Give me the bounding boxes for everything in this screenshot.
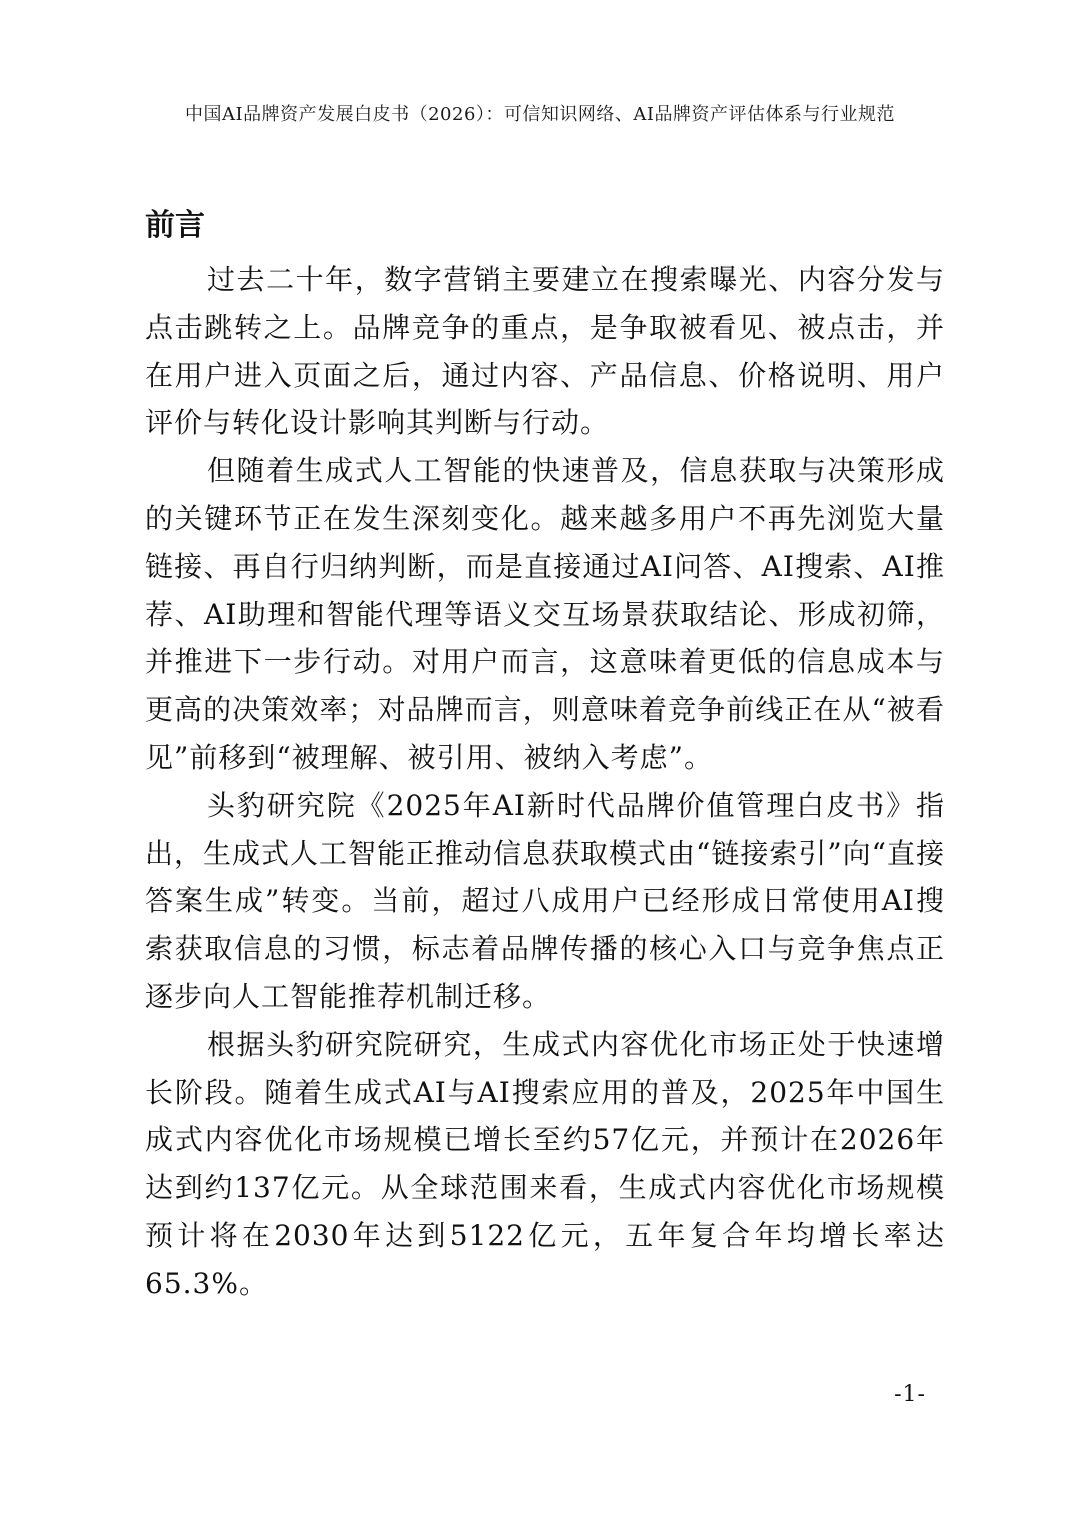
- paragraph-2: 但随着生成式人工智能的快速普及，信息获取与决策形成的关键环节正在发生深刻变化。越来越多用户不再先浏览大量链接、再自行归纳判断，而是直接通过AI问答、AI搜索、AI推荐、AI助理和智能代理等语义交互场景获取结论、形成初筛，并推进下一步行动。对用户而言，这意味着更低的信息成本与更高的决策效率；对品牌而言，则意味着竞争前线正在从“被看见”前移到“被理解、被引用、被纳入考虑”。: [145, 454, 945, 774]
- page-number: -1-: [894, 1382, 926, 1407]
- section-title: 前言: [145, 208, 205, 243]
- paragraph-4: 根据头豹研究院研究，生成式内容优化市场正处于快速增长阶段。随着生成式AI与AI搜索应用的普及，2025年中国生成式内容优化市场规模已增长至约57亿元，并预计在2026年达到约137亿元。从全球范围来看，生成式内容优化市场规模预计将在2030年达到5122亿元，五年复合年均增长率达65.3%。: [145, 1027, 945, 1300]
- body-text: [145, 256, 945, 1308]
- paragraph-3: 头豹研究院《2025年AI新时代品牌价值管理白皮书》指出，生成式人工智能正推动信息获取模式由“链接索引”向“直接答案生成”转变。当前，超过八成用户已经形成日常使用AI搜索获取信息的习惯，标志着品牌传播的核心入口与竞争焦点正逐步向人工智能推荐机制迁移。: [145, 788, 945, 1013]
- paragraph-1: 过去二十年，数字营销主要建立在搜索曝光、内容分发与点击跳转之上。品牌竞争的重点，是争取被看见、被点击，并在用户进入页面之后，通过内容、产品信息、价格说明、用户评价与转化设计影响其判断与行动。: [145, 263, 945, 440]
- running-header: 中国AI品牌资产发展白皮书（2026）：可信知识网络、AI品牌资产评估体系与行业规范: [184, 104, 896, 125]
